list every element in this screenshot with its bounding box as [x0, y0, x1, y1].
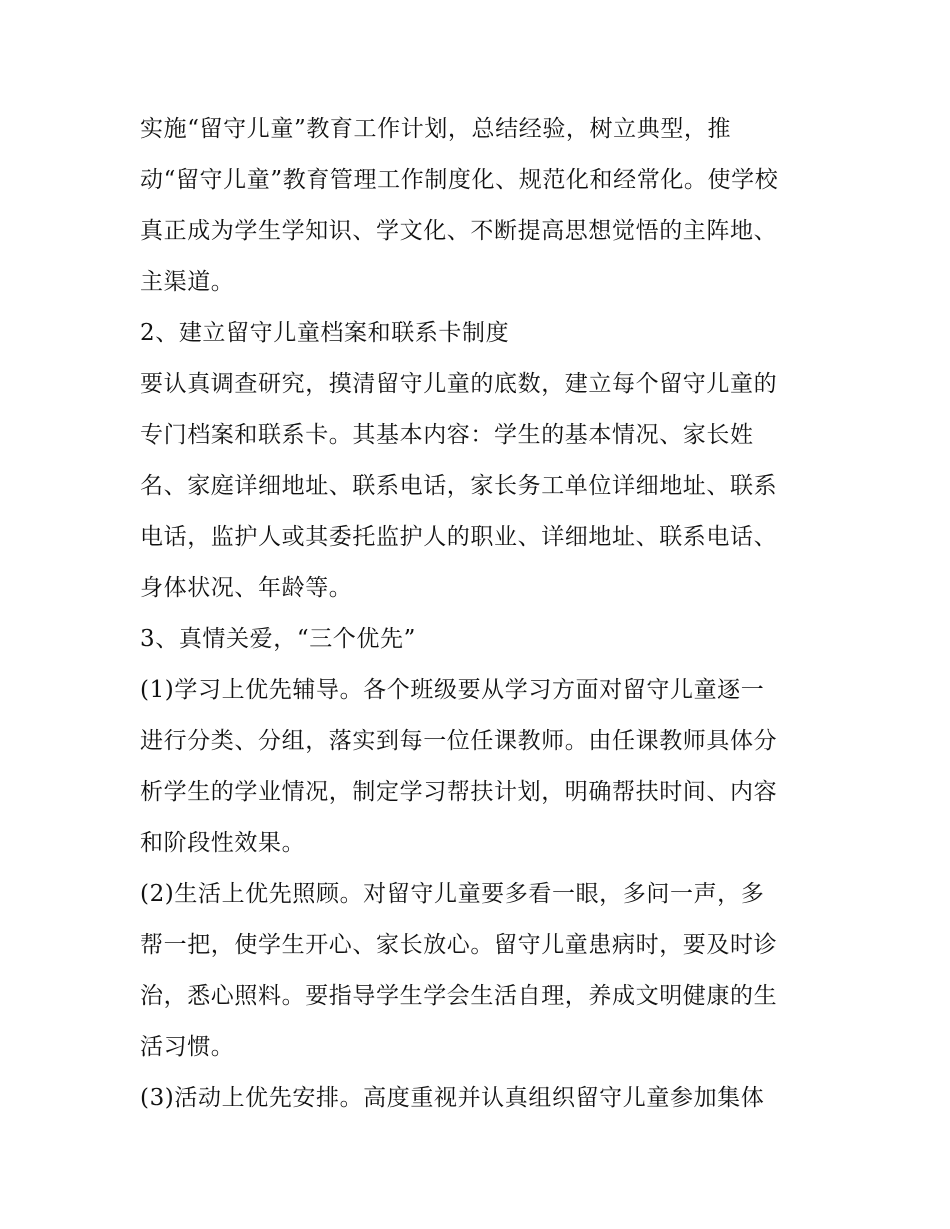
text-line: 和阶段性效果。: [140, 830, 306, 856]
text-line: 活习惯。: [140, 1034, 235, 1060]
section-heading: 3、真情关爱，“三个优先”: [140, 626, 416, 652]
text-line: 动“留守儿童”教育管理工作制度化、规范化和经常化。使学校: [140, 167, 779, 193]
text-line: 专门档案和联系卡。其基本内容：学生的基本情况、家长姓: [140, 422, 754, 448]
text-line: 实施“留守儿童”教育工作计划，总结经验，树立典型，推: [140, 116, 732, 142]
text-line: 进行分类、分组，落实到每一位任课教师。由任课教师具体分: [140, 728, 778, 754]
text-line: 主渠道。: [140, 269, 235, 295]
text-line: (2)生活上优先照顾。对留守儿童要多看一眼，多问一声，多: [140, 881, 765, 907]
text-line: 身体状况、年龄等。: [140, 575, 353, 601]
document-body: [140, 104, 820, 1124]
text-line: 要认真调查研究，摸清留守儿童的底数，建立每个留守儿童的: [140, 371, 778, 397]
text-line: 电话，监护人或其委托监护人的职业、详细地址、联系电话、: [140, 524, 778, 550]
text-line: 析学生的学业情况，制定学习帮扶计划，明确帮扶时间、内容: [140, 779, 778, 805]
text-line: 真正成为学生学知识、学文化、不断提高思想觉悟的主阵地、: [140, 218, 778, 244]
text-line: (3)活动上优先安排。高度重视并认真组织留守儿童参加集体: [140, 1085, 765, 1111]
section-heading: 2、建立留守儿童档案和联系卡制度: [140, 320, 510, 346]
text-line: 治，悉心照料。要指导学生学会生活自理，养成文明健康的生: [140, 983, 778, 1009]
text-line: 名、家庭详细地址、联系电话，家长务工单位详细地址、联系: [140, 473, 778, 499]
text-line: (1)学习上优先辅导。各个班级要从学习方面对留守儿童逐一: [140, 677, 765, 703]
text-line: 帮一把，使学生开心、家长放心。留守儿童患病时，要及时诊: [140, 932, 778, 958]
